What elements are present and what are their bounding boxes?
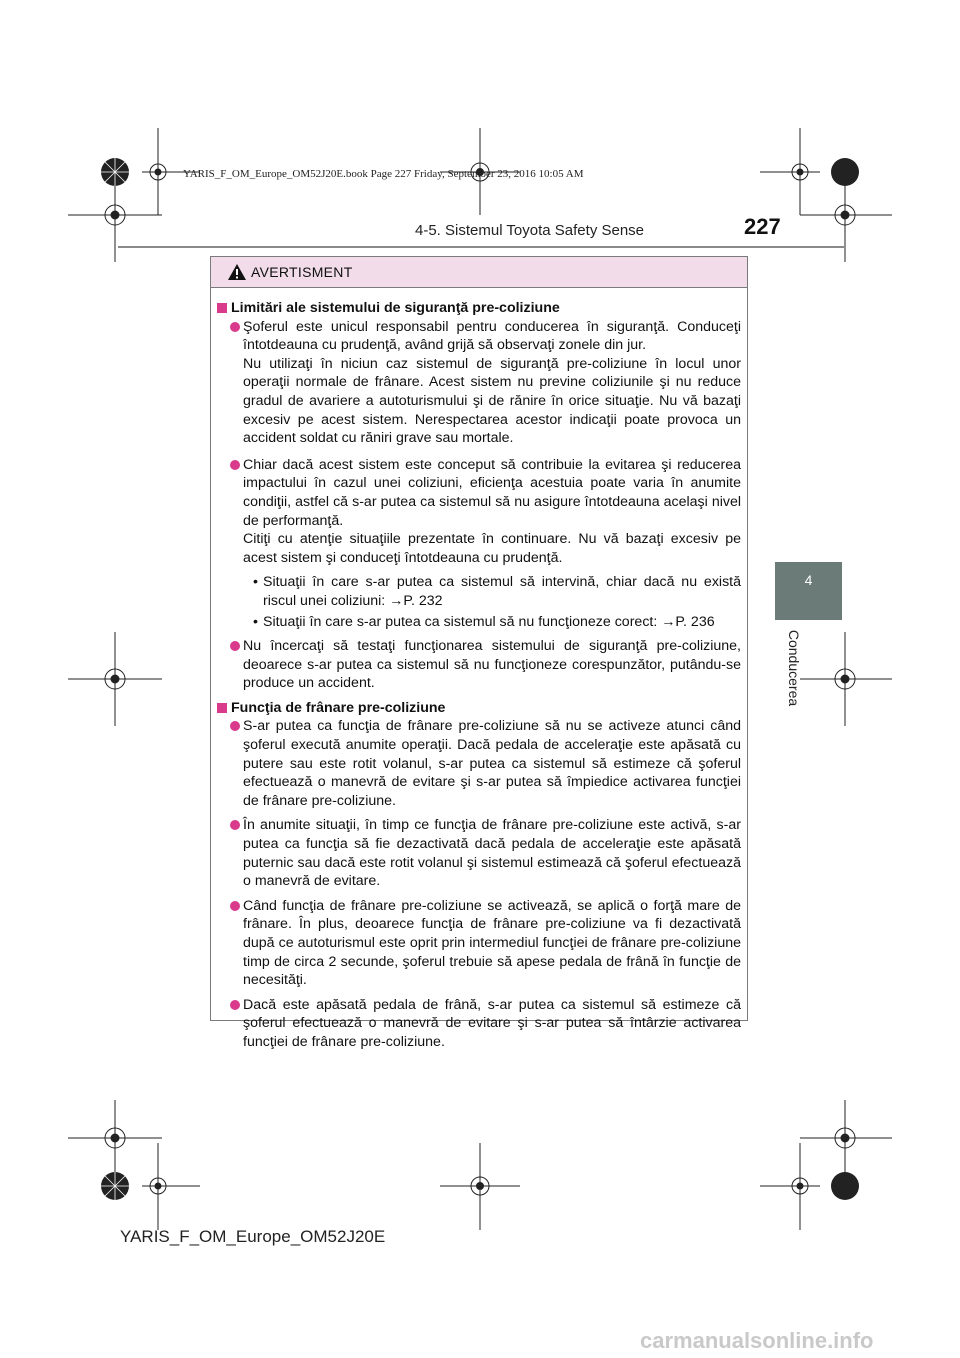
paragraph: Când funcţia de frânare pre-coliziune se activează, se aplică o forţă mare de frânare. În plus, deoarece funcţia de frânare pre-coliziune va fi dezactivată după ce autoturismul este oprit prin intermediul funcţiei de frânare pre-coliziune timp de circa 2 secunde, şoferul trebuie să apese pedala de frână în funcţie de necesităţi. <box>243 897 741 989</box>
list-item <box>217 318 741 448</box>
round-bullet-icon <box>230 322 240 332</box>
list-item <box>217 717 741 810</box>
page-number: 227 <box>744 214 781 239</box>
chapter-label: Conducerea <box>786 629 802 707</box>
list-item <box>217 637 741 693</box>
paragraph: În anumite situaţii, în timp ce funcţia de frânare pre-coliziune este activă, s-ar putea ca funcţia să fie dezactivată dacă pedala de acceleraţie este apăsată puternic sau dacă este rotit volanul şi sistemul estimează că şoferul efectuează o manevră de evitare. <box>243 817 741 890</box>
list-item <box>217 996 741 1052</box>
list-item <box>217 897 741 990</box>
warning-box <box>210 256 748 1050</box>
list-item <box>217 456 741 631</box>
sub-item: • Situaţii în care s-ar putea ca sistemul să nu funcţioneze corect: →P. 236 <box>253 613 715 630</box>
warning-title: AVERTISMENT <box>251 264 353 280</box>
round-bullet-icon <box>230 820 240 830</box>
round-bullet-icon <box>230 641 240 651</box>
section-title: 4-5. Sistemul Toyota Safety Sense <box>415 222 645 239</box>
round-bullet-icon <box>230 721 240 731</box>
section-heading: Funcţia de frânare pre-coliziune <box>217 699 741 718</box>
footer-code: YARIS_F_OM_Europe_OM52J20E <box>120 1227 386 1246</box>
paragraph: Nu încercaţi să testaţi funcţionarea sistemului de siguranţă pre-coliziune, deoarece s-ar putea ca sistemul să nu funcţioneze corespunzător, putându-se produce un accident. <box>243 638 741 692</box>
sub-item: • Situaţii în care s-ar putea ca sistemul să intervină, chiar dacă nu există riscul unei coliziuni: →P. 232 <box>253 574 741 609</box>
section-heading: Limitări ale sistemului de siguranţă pre-coliziune <box>217 299 741 318</box>
warning-header <box>211 257 747 288</box>
warning-content <box>217 299 741 1058</box>
round-bullet-icon <box>230 460 240 470</box>
warning-triangle-icon <box>227 263 247 281</box>
round-bullet-icon <box>230 1000 240 1010</box>
chapter-number: 4 <box>804 572 813 588</box>
paragraph: Citiţi cu atenţie situaţiile prezentate în continuare. Nu vă bazaţi excesiv pe acest sistem şi conduceţi întotdeauna cu prudenţă. <box>243 531 741 566</box>
paragraph: Dacă este apăsată pedala de frână, s-ar putea ca sistemul să estimeze că şoferul efectuează o manevră de evitare şi s-ar putea să întârzie activarea funcţiei de frânare pre-coliziune. <box>243 996 741 1050</box>
paragraph: S-ar putea ca funcţia de frânare pre-coliziune să nu se activeze atunci când şoferul execută anumite operaţii. Dacă pedala de acceleraţie este apăsată cu putere sau este rotit volanul, s-ar putea ca sistemul să estimeze că şoferul efectuează o manevră de evitare şi s-ar putea să împiedice activarea funcţiei de frânare pre-coliziune. <box>243 718 741 809</box>
paragraph: Şoferul este unicul responsabil pentru conducerea în siguranţă. Conduceţi întotdeauna cu prudenţă, având grijă să observaţi zonele din jur. <box>243 318 741 354</box>
list-item <box>217 816 741 890</box>
round-bullet-icon <box>230 901 240 911</box>
square-bullet-icon <box>217 303 227 313</box>
paragraph: Nu utilizaţi în niciun caz sistemul de siguranţă pre-coliziune în locul unor operaţii normale de frânare. Acest sistem nu previne coliziunile şi nu reduce gradul de avariere a autoturismului şi de rănire în orice situaţie. Nu vă bazaţi excesiv pe acest sistem. Nerespectarea acestor indicaţii poate provoca un accident soldat cu răniri grave sau mortale. <box>243 355 741 447</box>
header-rule <box>118 246 844 248</box>
paragraph: Chiar dacă acest sistem este conceput să contribuie la evitarea şi reducerea impactului în cazul unei coliziuni, eficienţa acestuia poate varia în anumite condiţii, astfel că s-ar putea ca sistemul să nu asigure întotdeauna acelaşi nivel de performanţă. <box>243 456 741 529</box>
book-info: YARIS_F_OM_Europe_OM52J20E.book Page 227 Friday, September 23, 2016 10:05 AM <box>183 168 584 180</box>
watermark: carmanualsonline.info <box>640 1328 874 1353</box>
square-bullet-icon <box>217 703 227 713</box>
chapter-tab <box>775 562 842 620</box>
